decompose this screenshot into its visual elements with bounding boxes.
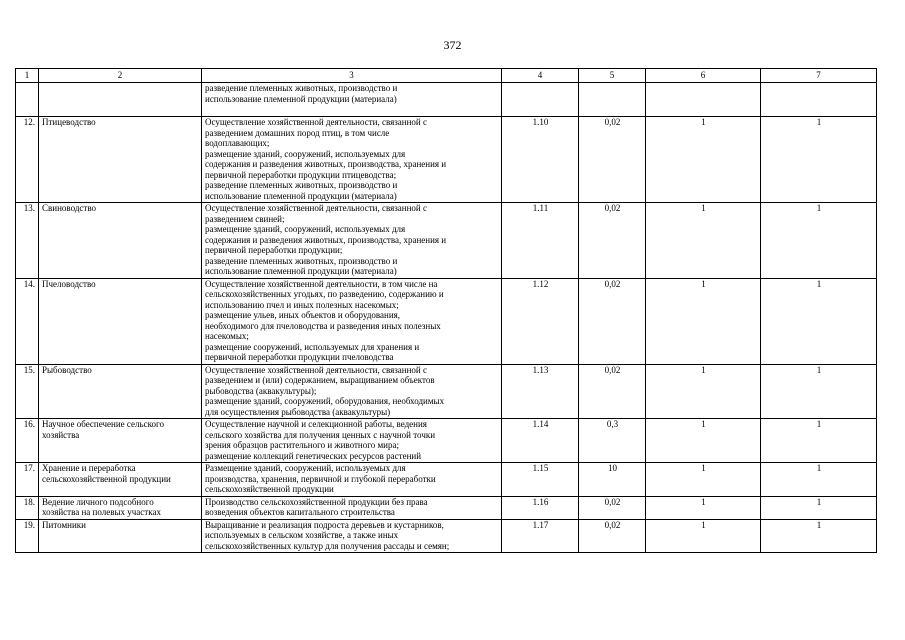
value-cell: 1 [646, 496, 761, 519]
description-cell: Осуществление хозяйственной деятельности, связанной с разведением домашних пород птиц, в том числе водоплавающих; размещение зданий, сооружений, используемых для содержания и разведения животных, производства, хранения и первичной переработки продукции птицеводства; разведение племенных животных, производство и использование племенной продукции (материала) [202, 117, 502, 203]
value-cell: 1 [646, 278, 761, 364]
column-header: 4 [502, 69, 579, 83]
land-use-table [15, 68, 877, 553]
value-cell: 1 [761, 117, 877, 203]
page-number: 372 [443, 38, 462, 52]
use-name-cell: Свиноводство [39, 203, 202, 279]
table-row [16, 278, 877, 364]
row-number-cell: 17. [16, 463, 39, 497]
code-cell: 1.15 [502, 463, 579, 497]
row-number-cell: 13. [16, 203, 39, 279]
row-number-cell: 14. [16, 278, 39, 364]
column-header: 7 [761, 69, 877, 83]
value-cell [646, 83, 761, 117]
table-row [16, 83, 877, 117]
row-number-cell [16, 83, 39, 117]
description-cell: Осуществление хозяйственной деятельности, связанной с разведением свиней; размещение зданий, сооружений, используемых для содержания и разведения животных, производства, хранения и первичной переработки продукции; разведение племенных животных, производство и использование племенной продукции (материала) [202, 203, 502, 279]
use-name-cell: Птицеводство [39, 117, 202, 203]
row-number-cell: 19. [16, 519, 39, 553]
row-number-cell: 15. [16, 364, 39, 419]
value-cell: 1 [761, 364, 877, 419]
use-name-cell [39, 83, 202, 117]
value-cell: 1 [761, 419, 877, 463]
code-cell: 1.16 [502, 496, 579, 519]
description-cell: Осуществление научной и селекционной работы, ведения сельского хозяйства для получения ценных с научной точки зрения образцов растительного и животного мира; размещение коллекций генетических ресурсов растений [202, 419, 502, 463]
header-row [16, 69, 877, 83]
description-cell: Производство сельскохозяйственной продукции без права возведения объектов капитального строительства [202, 496, 502, 519]
value-cell [579, 83, 646, 117]
value-cell: 1 [761, 519, 877, 553]
value-cell: 1 [646, 203, 761, 279]
value-cell: 1 [646, 419, 761, 463]
code-cell: 1.10 [502, 117, 579, 203]
value-cell: 1 [761, 496, 877, 519]
use-name-cell: Пчеловодство [39, 278, 202, 364]
value-cell: 0,3 [579, 419, 646, 463]
use-name-cell: Ведение личного подсобного хозяйства на полевых участках [39, 496, 202, 519]
value-cell: 1 [761, 278, 877, 364]
description-cell: Размещение зданий, сооружений, используемых для производства, хранения, первичной и глубокой переработки сельскохозяйственной продукции [202, 463, 502, 497]
value-cell: 1 [646, 117, 761, 203]
table-row [16, 419, 877, 463]
value-cell: 1 [646, 463, 761, 497]
table-row [16, 463, 877, 497]
use-name-cell: Рыбоводство [39, 364, 202, 419]
code-cell: 1.17 [502, 519, 579, 553]
description-cell: Выращивание и реализация подроста деревьев и кустарников, используемых в сельском хозяйстве, а также иных сельскохозяйственных культур для получения рассады и семян; [202, 519, 502, 553]
code-cell [502, 83, 579, 117]
value-cell [761, 83, 877, 117]
value-cell: 10 [579, 463, 646, 497]
description-cell: разведение племенных животных, производство и использование племенной продукции (материала) [202, 83, 502, 117]
table-row [16, 496, 877, 519]
column-header: 5 [579, 69, 646, 83]
value-cell: 0,02 [579, 364, 646, 419]
use-name-cell: Питомники [39, 519, 202, 553]
table-row [16, 519, 877, 553]
column-header: 2 [39, 69, 202, 83]
value-cell: 0,02 [579, 278, 646, 364]
value-cell: 1 [761, 463, 877, 497]
value-cell: 1 [761, 203, 877, 279]
use-name-cell: Хранение и переработка сельскохозяйственной продукции [39, 463, 202, 497]
column-header: 3 [202, 69, 502, 83]
code-cell: 1.14 [502, 419, 579, 463]
value-cell: 0,02 [579, 203, 646, 279]
value-cell: 0,02 [579, 519, 646, 553]
code-cell: 1.11 [502, 203, 579, 279]
value-cell: 0,02 [579, 117, 646, 203]
value-cell: 0,02 [579, 496, 646, 519]
value-cell: 1 [646, 364, 761, 419]
row-number-cell: 16. [16, 419, 39, 463]
table-row [16, 117, 877, 203]
row-number-cell: 12. [16, 117, 39, 203]
description-cell: Осуществление хозяйственной деятельности, связанной с разведением и (или) содержанием, выращиванием объектов рыбоводства (аквакультуры); размещение зданий, сооружений, оборудования, необходимых для осуществления рыбоводства (аквакультуры) [202, 364, 502, 419]
use-name-cell: Научное обеспечение сельского хозяйства [39, 419, 202, 463]
row-number-cell: 18. [16, 496, 39, 519]
description-cell: Осуществление хозяйственной деятельности, в том числе на сельскохозяйственных угодьях, по разведению, содержанию и использованию пчел и иных полезных насекомых; размещение ульев, иных объектов и оборудования, необходимого для пчеловодства и разведения иных полезных насекомых; размещение сооружений, используемых для хранения и первичной переработки продукции пчеловодства [202, 278, 502, 364]
code-cell: 1.13 [502, 364, 579, 419]
column-header: 1 [16, 69, 39, 83]
table-row [16, 203, 877, 279]
code-cell: 1.12 [502, 278, 579, 364]
value-cell: 1 [646, 519, 761, 553]
table-row [16, 364, 877, 419]
column-header: 6 [646, 69, 761, 83]
